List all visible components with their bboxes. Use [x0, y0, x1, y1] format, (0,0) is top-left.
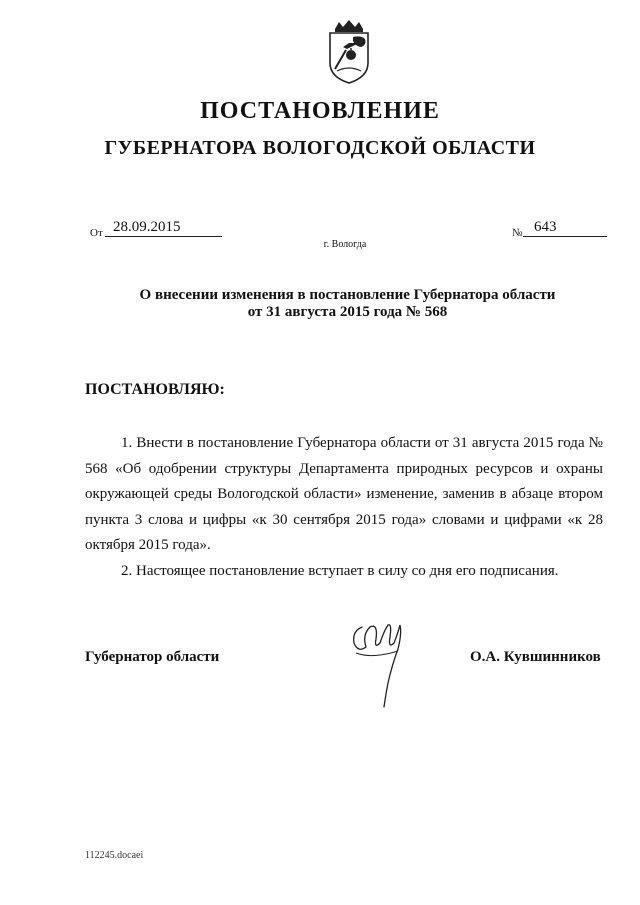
decree-heading: ПОСТАНОВЛЯЮ: — [85, 381, 225, 398]
subject-line-1: О внесении изменения в постановление Губернатора области — [139, 287, 556, 303]
document-subtitle: ГУБЕРНАТОРА ВОЛОГОДСКОЙ ОБЛАСТИ — [104, 137, 536, 159]
file-code: 112245.docaei — [85, 850, 144, 861]
document-title: ПОСТАНОВЛЕНИЕ — [200, 98, 440, 124]
coat-of-arms-icon — [325, 19, 373, 85]
paragraph-1: 1. Внести в постановление Губернатора области от 31 августа 2015 года № 568 «Об одобрении структуры Департамента природных ресурсов и охраны окружающей среды Вологодской области» изменение, заменив в абзаце втором пункта 3 слова и цифры «к 30 сентября 2015 года» словами и цифрами «к 28 октября 2015 года». — [85, 435, 603, 553]
date-prefix: От — [90, 227, 103, 239]
handwritten-signature — [348, 613, 408, 713]
signer-name: О.А. Кувшинников — [470, 649, 601, 665]
subject-line-2: от 31 августа 2015 года № 568 — [247, 304, 448, 320]
city-label: г. Вологда — [323, 239, 367, 250]
number-prefix: № — [512, 227, 523, 239]
signer-position: Губернатор области — [85, 649, 220, 665]
document-date: 28.09.2015 — [105, 219, 222, 237]
paragraph-2: 2. Настоящее постановление вступает в силу со дня его подписания. — [121, 562, 559, 579]
document-number: 643 — [523, 219, 607, 237]
document-body — [85, 431, 603, 584]
